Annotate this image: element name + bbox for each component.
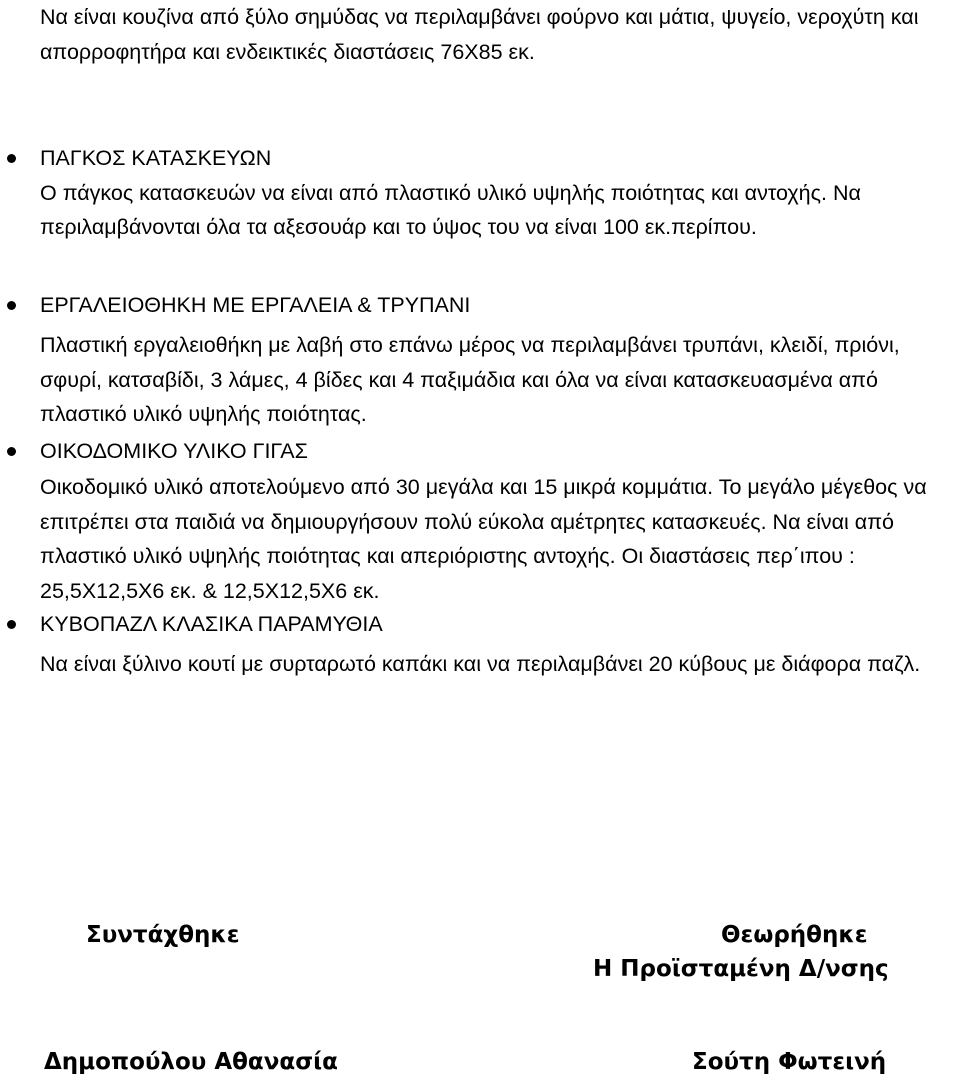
bullet-icon: [7, 154, 16, 163]
signature-right-name: Σούτη Φωτεινή: [692, 1049, 887, 1075]
bullet-icon: [7, 301, 16, 310]
item-kyvopazl: [40, 607, 955, 642]
item-title: ΟΙΚΟΔΟΜΙΚΟ ΥΛΙΚΟ ΓΙΓΑΣ: [40, 439, 308, 463]
item-oikodomiko-yliko-body: [40, 470, 955, 608]
signature-right-label: Θεωρήθηκε: [721, 922, 868, 948]
signature-left-name: Δημοπούλου Αθανασία: [44, 1049, 338, 1075]
bullet-icon: [7, 447, 16, 456]
item-body: Να είναι ξύλινο κουτί με συρταρωτό καπάκι και να περιλαμβάνει 20 κύβους με διάφορα παζλ.: [40, 652, 921, 676]
item-title: ΕΡΓΑΛΕΙΟΘΗΚΗ ΜΕ ΕΡΓΑΛΕΙΑ & ΤΡΥΠΑΝΙ: [40, 293, 471, 317]
item-kyvopazl-body: [40, 647, 955, 682]
item-paghos-kataskeuon: [40, 141, 955, 245]
item-body: Οικοδομικό υλικό αποτελούμενο από 30 μεγάλα και 15 μικρά κομμάτια. Το μεγάλο μέγεθος να επιτρέπει στα παιδιά να δημιουργήσουν πολύ εύκολα αμέτρητες κατασκευές. Να είναι από πλαστικό υλικό υψηλής ποιότητας και απεριόριστης αντοχής. Οι διαστάσεις περ΄ιπου : 25,5Χ12,5Χ6 εκ. & 12,5Χ12,5Χ6 εκ.: [40, 475, 927, 603]
item-ergaleiothiki: [40, 288, 955, 323]
bullet-icon: [7, 620, 16, 629]
intro-paragraph: [40, 0, 955, 69]
item-title: ΠΑΓΚΟΣ ΚΑΤΑΣΚΕΥΩΝ: [40, 146, 272, 170]
item-ergaleiothiki-body: [40, 328, 955, 432]
item-title: ΚΥΒΟΠΑΖΛ ΚΛΑΣΙΚΑ ΠΑΡΑΜΥΘΙΑ: [40, 612, 383, 636]
signature-left-label: Συντάχθηκε: [86, 922, 240, 948]
intro-text: Να είναι κουζίνα από ξύλο σημύδας να περιλαμβάνει φούρνο και μάτια, ψυγείο, νεροχύτη και απορροφητήρα και ενδεικτικές διαστάσεις 76Χ85 εκ.: [40, 5, 919, 64]
item-oikodomiko-yliko: [40, 434, 955, 469]
item-body: Ο πάγκος κατασκευών να είναι από πλαστικό υλικό υψηλής ποιότητας και αντοχής. Να περιλαμβάνονται όλα τα αξεσουάρ και το ύψος του να είναι 100 εκ.περίπου.: [40, 180, 861, 239]
item-body: Πλαστική εργαλειοθήκη με λαβή στο επάνω μέρος να περιλαμβάνει τρυπάνι, κλειδί, πριόνι, σφυρί, κατσαβίδι, 3 λάμες, 4 βίδες και 4 παξιμάδια και όλα να είναι κατασκευασμένα από πλαστικό υλικό υψηλής ποιότητας.: [40, 333, 900, 426]
signature-right-role: Η Προϊσταμένη Δ/νσης: [593, 956, 889, 982]
